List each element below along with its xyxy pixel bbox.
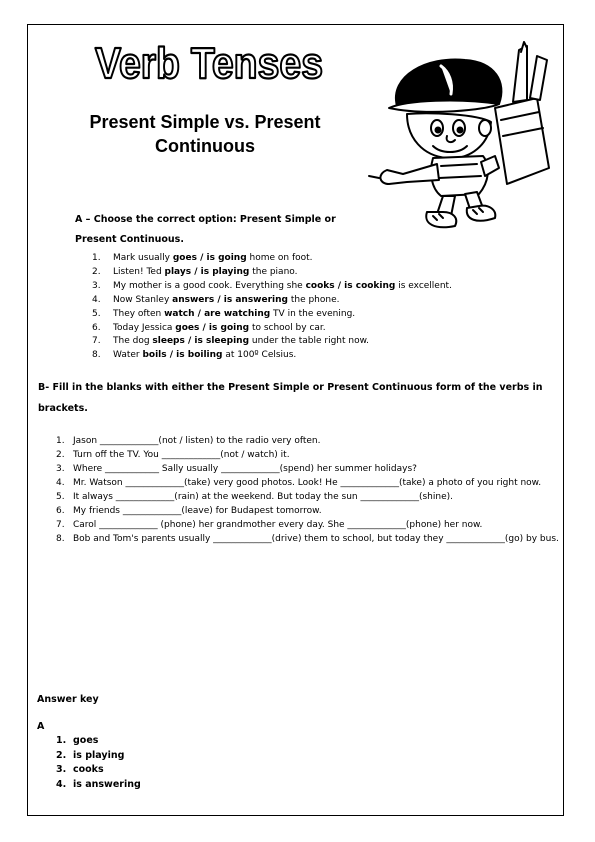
list-item: 1. goes — [56, 735, 99, 746]
list-item: 5. They often watch / are watching TV in the evening. — [92, 308, 356, 319]
section-a-instruction: A – Choose the correct option: Present Simple or Present Continuous. — [75, 214, 336, 245]
list-item: 5. It always _____________(rain) at the weekend. But today the sun _____________(shine). — [56, 492, 453, 502]
list-item: 7. Carol _____________ (phone) her grandmother every day. She _____________(phone) her now. — [56, 520, 483, 530]
list-item: 4. is answering — [56, 778, 141, 790]
list-item: 3. cooks — [56, 764, 104, 775]
list-item: 4. Mr. Watson _____________(take) very good photos. Look! He _____________(take) a photo of you right now. — [56, 478, 542, 488]
list-item: 6. My friends _____________(leave) for Budapest tomorrow. — [56, 506, 322, 516]
section-b-instruction: B- Fill in the blanks with either the Present Simple or Present Continuous form of the verbs in brackets. — [38, 382, 543, 414]
list-item: 3. My mother is a good cook. Everything she cooks / is cooking is excellent. — [92, 280, 452, 291]
worksheet-subtitle: Present Simple vs. Present Continuous — [89, 112, 321, 156]
list-item: 1. Jason _____________(not / listen) to the radio very often. — [56, 436, 321, 446]
list-item: 7. The dog sleeps / is sleeping under the table right now. — [92, 336, 369, 347]
answer-key-title: Answer key — [37, 694, 99, 705]
list-item: 2. Turn off the TV. You _____________(not / watch) it. — [56, 450, 290, 460]
worksheet-title — [92, 36, 327, 86]
section-a-list — [92, 252, 536, 363]
list-item: 3. Where ____________ Sally usually _____________(spend) her summer holidays? — [56, 464, 417, 474]
section-b-list — [50, 434, 560, 546]
list-item: 8. Bob and Tom's parents usually _____________(drive) them to school, but today they _____________(go) by bus. — [56, 534, 559, 544]
list-item: 4. Now Stanley answers / is answering the phone. — [92, 294, 340, 305]
list-item: 2. Listen! Ted plays / is playing the piano. — [92, 266, 298, 277]
svg-text:Verb Tenses: Verb Tenses — [95, 39, 323, 86]
list-item: 8. Water boils / is boiling at 100º Celsius. — [92, 350, 297, 361]
schoolboy-illustration — [367, 38, 559, 233]
list-item: 6. Today Jessica goes / is going to school by car. — [92, 322, 326, 333]
list-item: 1. Mark usually goes / is going home on foot. — [92, 253, 313, 263]
answer-key-section-label: A — [37, 721, 45, 732]
list-item: 2. is playing — [56, 749, 125, 761]
answer-key-list — [56, 734, 141, 792]
